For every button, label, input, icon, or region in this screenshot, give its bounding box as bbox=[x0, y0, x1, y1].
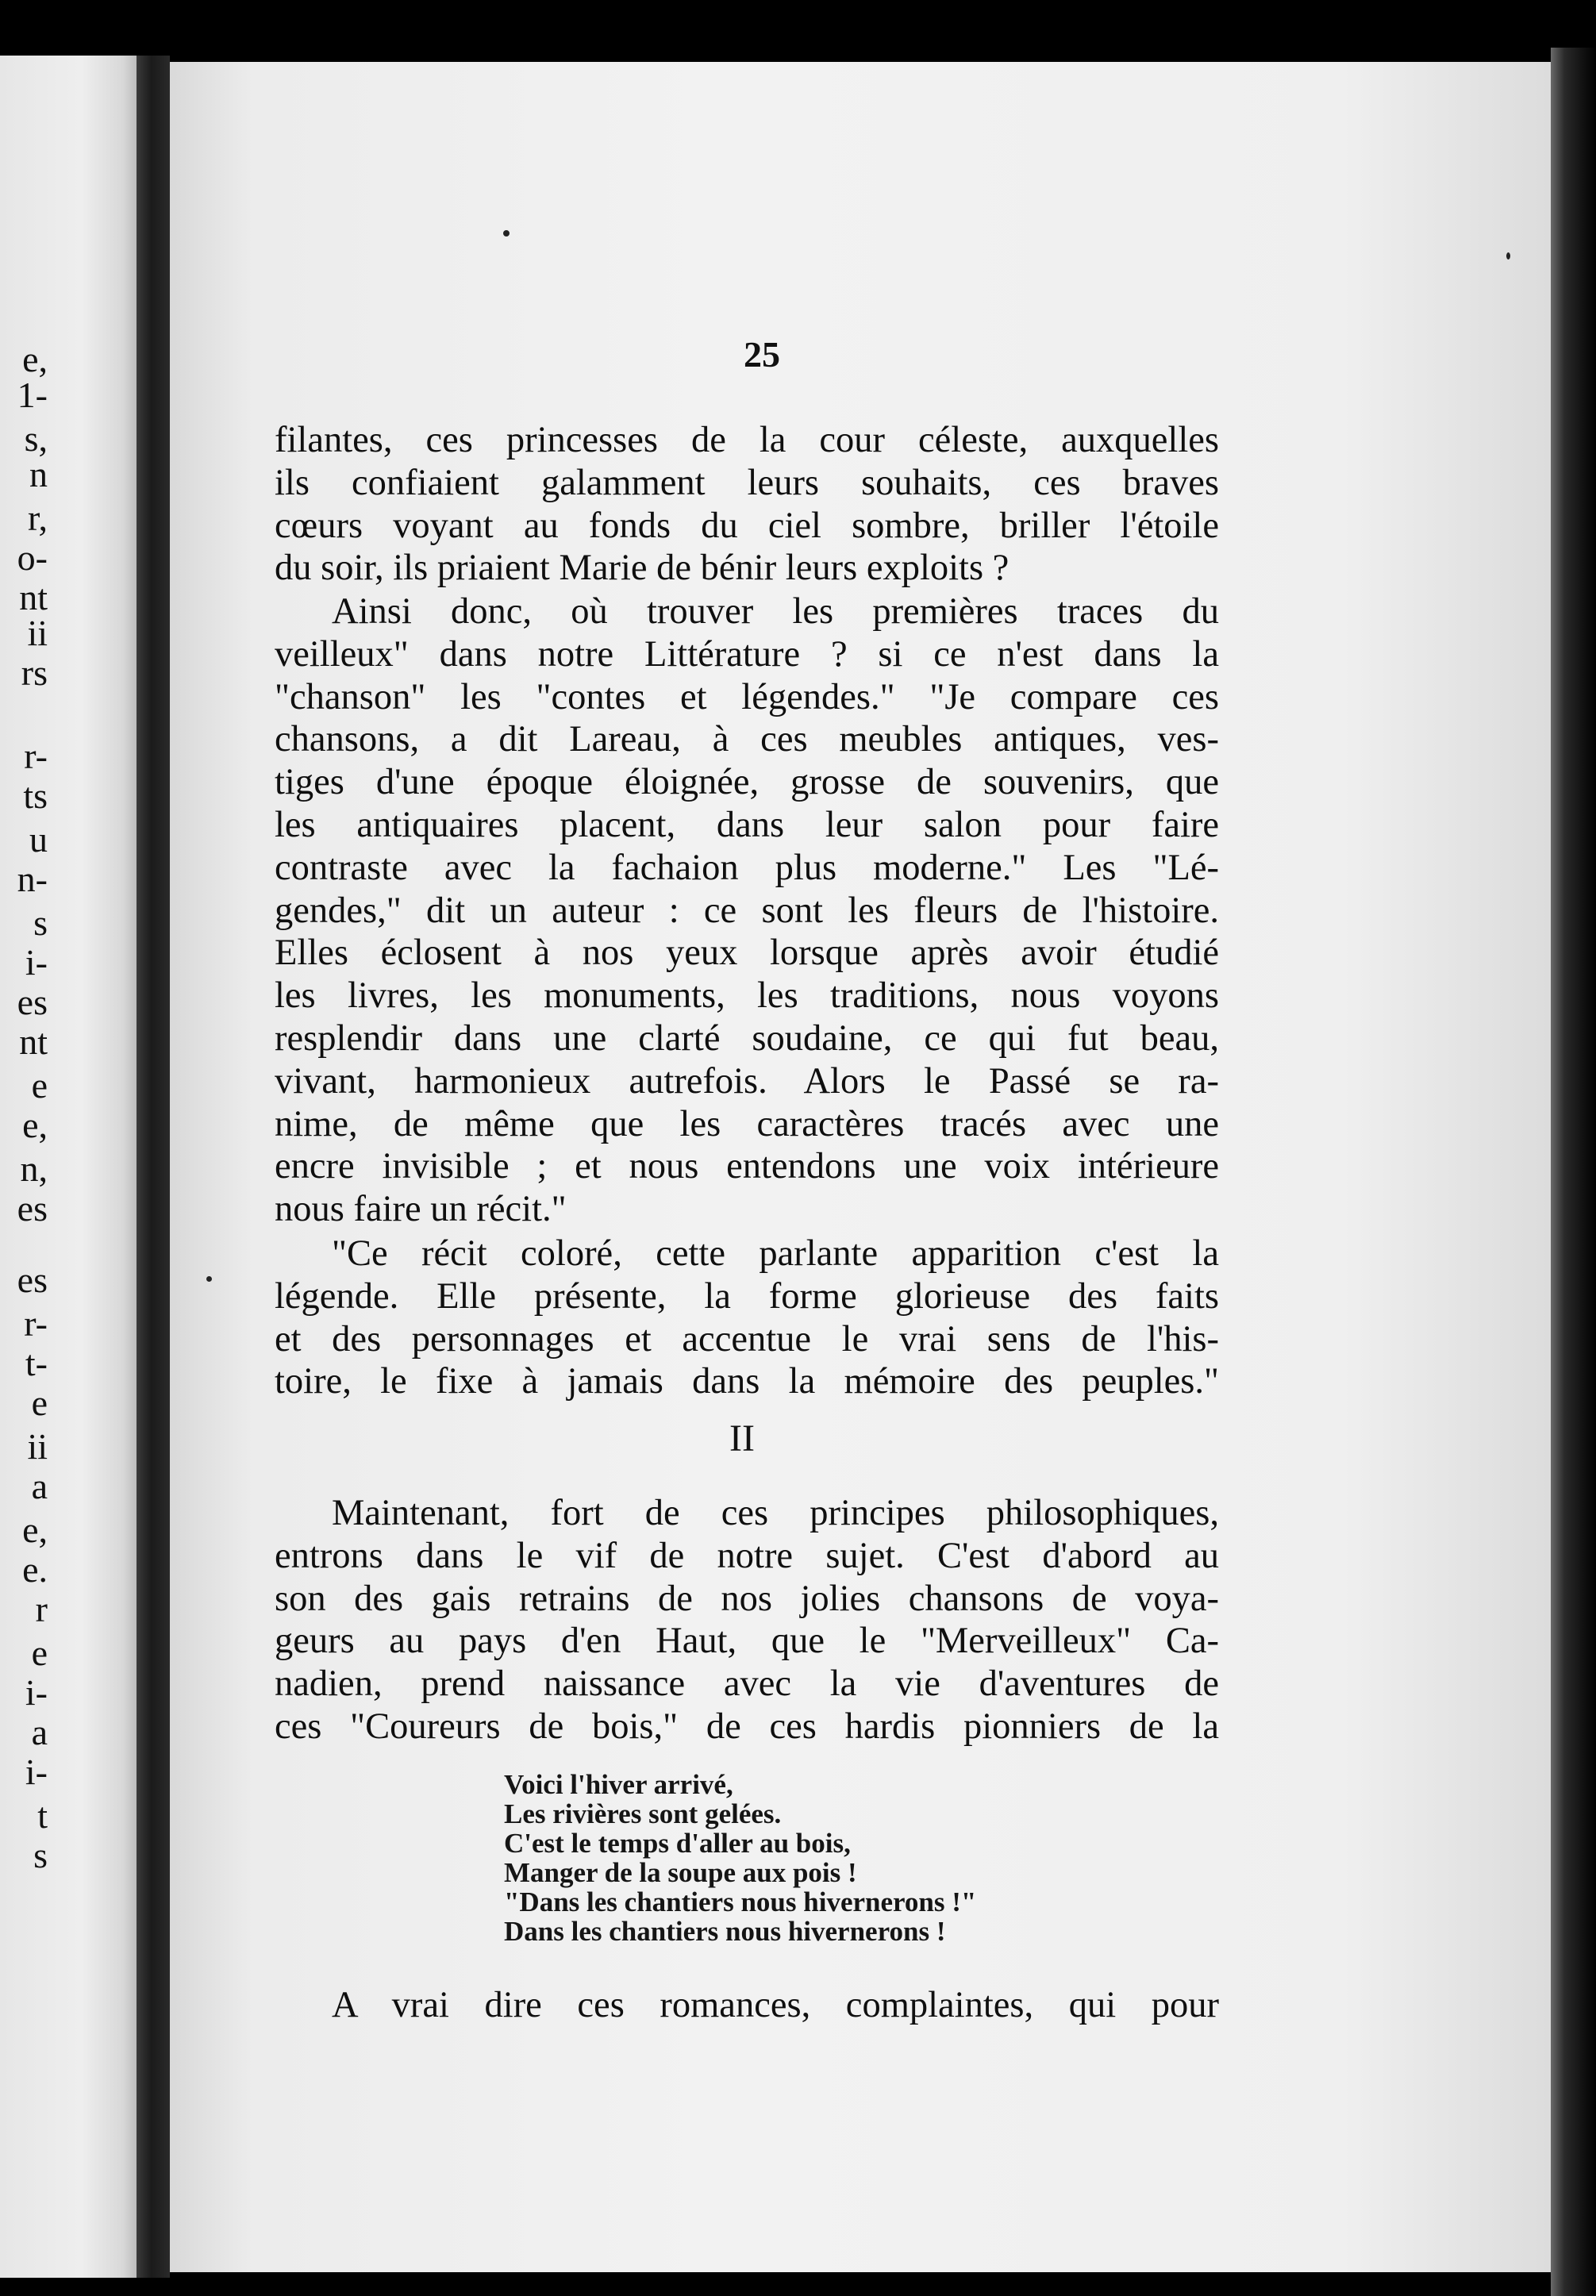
text-line: du soir, ils priaient Marie de bénir leurs exploits ? bbox=[275, 548, 1010, 589]
paragraph-3 bbox=[275, 1233, 1219, 1403]
text-line: nous faire un récit." bbox=[275, 1189, 567, 1230]
text-line: contraste avec la fachaion plus moderne." Les "Lé- bbox=[275, 847, 1219, 888]
text-line: nadien, prend naissance avec la vie d'aventures de bbox=[275, 1663, 1219, 1705]
text-line: "Ce récit coloré, cette parlante apparition c'est la bbox=[332, 1233, 1219, 1274]
text-line: son des gais retrains de nos jolies chansons de voya- bbox=[275, 1578, 1219, 1619]
text-line: "chanson" les "contes et légendes." "Je compare ces bbox=[275, 676, 1219, 717]
text-line: veilleux" dans notre Littérature ? si ce n'est dans la bbox=[275, 633, 1219, 675]
verse-line: C'est le temps d'aller au bois, bbox=[504, 1828, 851, 1859]
paragraph-4 bbox=[275, 1492, 1219, 1748]
text-line: entrons dans le vif de notre sujet. C'est d'abord au bbox=[275, 1535, 1219, 1576]
previous-page-fragment: t- bbox=[25, 1343, 48, 1383]
previous-page-fragment: s bbox=[33, 902, 48, 943]
text-line: nime, de même que les caractères tracés avec une bbox=[275, 1103, 1219, 1144]
previous-page-fragment: e bbox=[31, 1065, 48, 1106]
text-line: les livres, les monuments, les traditions, nous voyons bbox=[275, 975, 1219, 1017]
previous-page-fragment: nt bbox=[19, 1021, 48, 1062]
previous-page-fragment: n- bbox=[17, 859, 48, 899]
paragraph-1 bbox=[275, 419, 1219, 590]
verse-line: Les rivières sont gelées. bbox=[504, 1798, 782, 1829]
page-number: 25 bbox=[744, 334, 780, 375]
text-line: vivant, harmonieux autrefois. Alors le Passé se ra- bbox=[275, 1060, 1219, 1102]
text-line: Elles éclosent à nos yeux lorsque après avoir étudié bbox=[275, 933, 1219, 974]
previous-page-fragment: s, bbox=[24, 418, 48, 459]
previous-page-fragment: r- bbox=[24, 736, 48, 776]
ink-speck bbox=[206, 1276, 212, 1282]
text-line: geurs au pays d'en Haut, que le "Merveilleux" Ca- bbox=[275, 1621, 1219, 1662]
previous-page-fragment: n, bbox=[20, 1148, 48, 1189]
song-verse bbox=[504, 1770, 976, 1946]
previous-page-fragment: r bbox=[35, 1589, 48, 1629]
previous-page-fragment: es bbox=[17, 1188, 48, 1229]
text-line: cœurs voyant au fonds du ciel sombre, briller l'étoile bbox=[275, 505, 1219, 546]
right-page-edge bbox=[1551, 48, 1596, 2296]
previous-page-fragment: ii bbox=[27, 613, 48, 653]
previous-page-fragment: es bbox=[17, 1260, 48, 1300]
text-line: filantes, ces princesses de la cour céleste, auxquelles bbox=[275, 420, 1219, 460]
verse-line: Manger de la soupe aux pois ! bbox=[504, 1857, 857, 1888]
text-line: Maintenant, fort de ces principes philosophiques, bbox=[332, 1493, 1219, 1533]
verse-line: Voici l'hiver arrivé, bbox=[504, 1769, 733, 1800]
previous-page-fragment: e bbox=[31, 1633, 48, 1673]
paragraph-2 bbox=[275, 590, 1219, 1231]
text-line: Ainsi donc, où trouver les premières traces du bbox=[332, 591, 1219, 632]
text-line: ils confiaient galamment leurs souhaits, ces braves bbox=[275, 462, 1219, 503]
previous-page-fragment: s bbox=[33, 1835, 48, 1875]
previous-page-fragment: e, bbox=[22, 1510, 48, 1550]
previous-page-fragment: rs bbox=[21, 652, 48, 693]
previous-page-fragment: n bbox=[29, 454, 48, 494]
ink-speck bbox=[1506, 252, 1510, 260]
ink-speck bbox=[503, 230, 510, 237]
previous-page-fragment: e, bbox=[22, 1105, 48, 1145]
text-line: ces "Coureurs de bois," de ces hardis pionniers de la bbox=[275, 1706, 1219, 1747]
previous-page-edge bbox=[0, 56, 137, 2278]
previous-page-fragment: i- bbox=[25, 942, 48, 983]
text-line: les antiquaires placent, dans leur salon pour faire bbox=[275, 804, 1219, 845]
verse-line: "Dans les chantiers nous hivernerons !" bbox=[504, 1886, 977, 1917]
previous-page-fragment: t bbox=[37, 1795, 48, 1836]
previous-page-fragment: e bbox=[31, 1383, 48, 1423]
previous-page-fragment: ii bbox=[27, 1426, 48, 1467]
text-line: tiges d'une époque éloignée, grosse de souvenirs, que bbox=[275, 762, 1219, 803]
section-heading: II bbox=[729, 1417, 755, 1460]
text-line: toire, le fixe à jamais dans la mémoire des peuples." bbox=[275, 1361, 1219, 1402]
previous-page-fragment: a bbox=[31, 1712, 48, 1752]
previous-page-fragment: u bbox=[29, 819, 48, 860]
text-line: resplendir dans une clarté soudaine, ce qui fut beau, bbox=[275, 1017, 1219, 1059]
previous-page-fragment: ts bbox=[23, 775, 48, 816]
text-line: A vrai dire ces romances, complaintes, qui pour bbox=[332, 1985, 1219, 2025]
previous-page-fragment: es bbox=[17, 982, 48, 1022]
paragraph-5 bbox=[275, 1984, 1219, 2027]
previous-page-fragment: 1- bbox=[17, 375, 48, 415]
previous-page-fragment: e, bbox=[22, 339, 48, 379]
text-line: chansons, a dit Lareau, à ces meubles antiques, ves- bbox=[275, 719, 1219, 760]
previous-page-fragment: r, bbox=[28, 498, 48, 538]
previous-page-fragment: e. bbox=[22, 1549, 48, 1590]
text-line: gendes," dit un auteur : ce sont les fleurs de l'histoire. bbox=[275, 890, 1219, 931]
text-line: et des personnages et accentue le vrai sens de l'his- bbox=[275, 1318, 1219, 1360]
previous-page-fragment: r- bbox=[24, 1303, 48, 1344]
previous-page-fragment: a bbox=[31, 1466, 48, 1506]
previous-page-fragment: nt bbox=[19, 577, 48, 617]
previous-page-fragment: i- bbox=[25, 1752, 48, 1792]
previous-page-fragment: i- bbox=[25, 1672, 48, 1713]
text-line: légende. Elle présente, la forme glorieuse des faits bbox=[275, 1275, 1219, 1317]
verse-line: Dans les chantiers nous hivernerons ! bbox=[504, 1916, 946, 1947]
previous-page-fragment: o- bbox=[17, 537, 48, 578]
text-line: encre invisible ; et nous entendons une voix intérieure bbox=[275, 1146, 1219, 1187]
book-gutter bbox=[137, 56, 170, 2278]
